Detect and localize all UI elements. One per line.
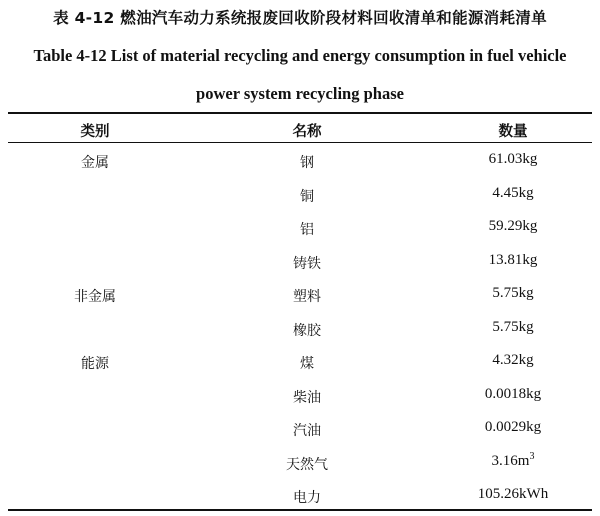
table-header-rule <box>8 142 592 143</box>
quantity-value: 61.03kg <box>488 151 538 167</box>
quantity-value: 0.0018kg <box>484 386 542 402</box>
table-cell-name: 电力 <box>293 490 321 506</box>
table-cell-category: 金属 <box>81 155 109 171</box>
table-top-rule <box>8 112 592 114</box>
quantity-value: 59.29kg <box>488 218 538 234</box>
table-cell-name: 铝 <box>300 222 314 238</box>
table-cell-quantity <box>492 285 533 302</box>
quantity-value: 3.16m <box>491 453 530 469</box>
table-cell-name: 天然气 <box>286 457 328 473</box>
table-cell-quantity <box>489 252 538 269</box>
quantity-value: 5.75kg <box>492 285 534 301</box>
quantity-value: 5.75kg <box>492 319 534 335</box>
quantity-value: 4.45kg <box>492 185 534 201</box>
table-cell-category: 能源 <box>81 356 109 372</box>
table-cell-quantity <box>485 386 541 403</box>
table-cell-name: 塑料 <box>293 289 321 305</box>
table-header-quantity: 数量 <box>498 124 528 140</box>
table-header-name: 名称 <box>292 124 322 140</box>
table-cell-quantity <box>492 185 533 202</box>
table-cell-quantity <box>492 319 533 336</box>
table-cell-quantity <box>489 151 538 168</box>
quantity-unit-exponent: 3 <box>529 451 535 462</box>
table-cell-name: 橡胶 <box>293 323 321 339</box>
table-cell-name: 钢 <box>300 155 314 171</box>
table-cell-quantity <box>489 218 538 235</box>
table-cell-name: 柴油 <box>293 390 321 406</box>
quantity-value: 105.26kWh <box>477 486 549 502</box>
quantity-value: 13.81kg <box>488 252 538 268</box>
table-cell-quantity <box>478 486 548 503</box>
table-bottom-rule <box>8 509 592 511</box>
table-caption-english-line-1: Table 4-12 List of material recycling and energy consumption in fuel vehicle <box>33 46 567 65</box>
table-cell-name: 铸铁 <box>293 256 321 272</box>
table-cell-category: 非金属 <box>74 289 116 305</box>
table-cell-quantity <box>492 453 535 470</box>
table-cell-quantity <box>485 419 541 436</box>
table-cell-name: 铜 <box>300 189 314 205</box>
table-caption-chinese: 表 4-12 燃油汽车动力系统报废回收阶段材料回收清单和能源消耗清单 <box>53 9 547 27</box>
table-cell-quantity <box>492 352 533 369</box>
table-header-category: 类别 <box>80 124 110 140</box>
table-cell-name: 煤 <box>300 356 314 372</box>
table-cell-name: 汽油 <box>293 423 321 439</box>
quantity-value: 0.0029kg <box>484 419 542 435</box>
table-caption-english-line-2: power system recycling phase <box>196 84 404 103</box>
quantity-value: 4.32kg <box>492 352 534 368</box>
